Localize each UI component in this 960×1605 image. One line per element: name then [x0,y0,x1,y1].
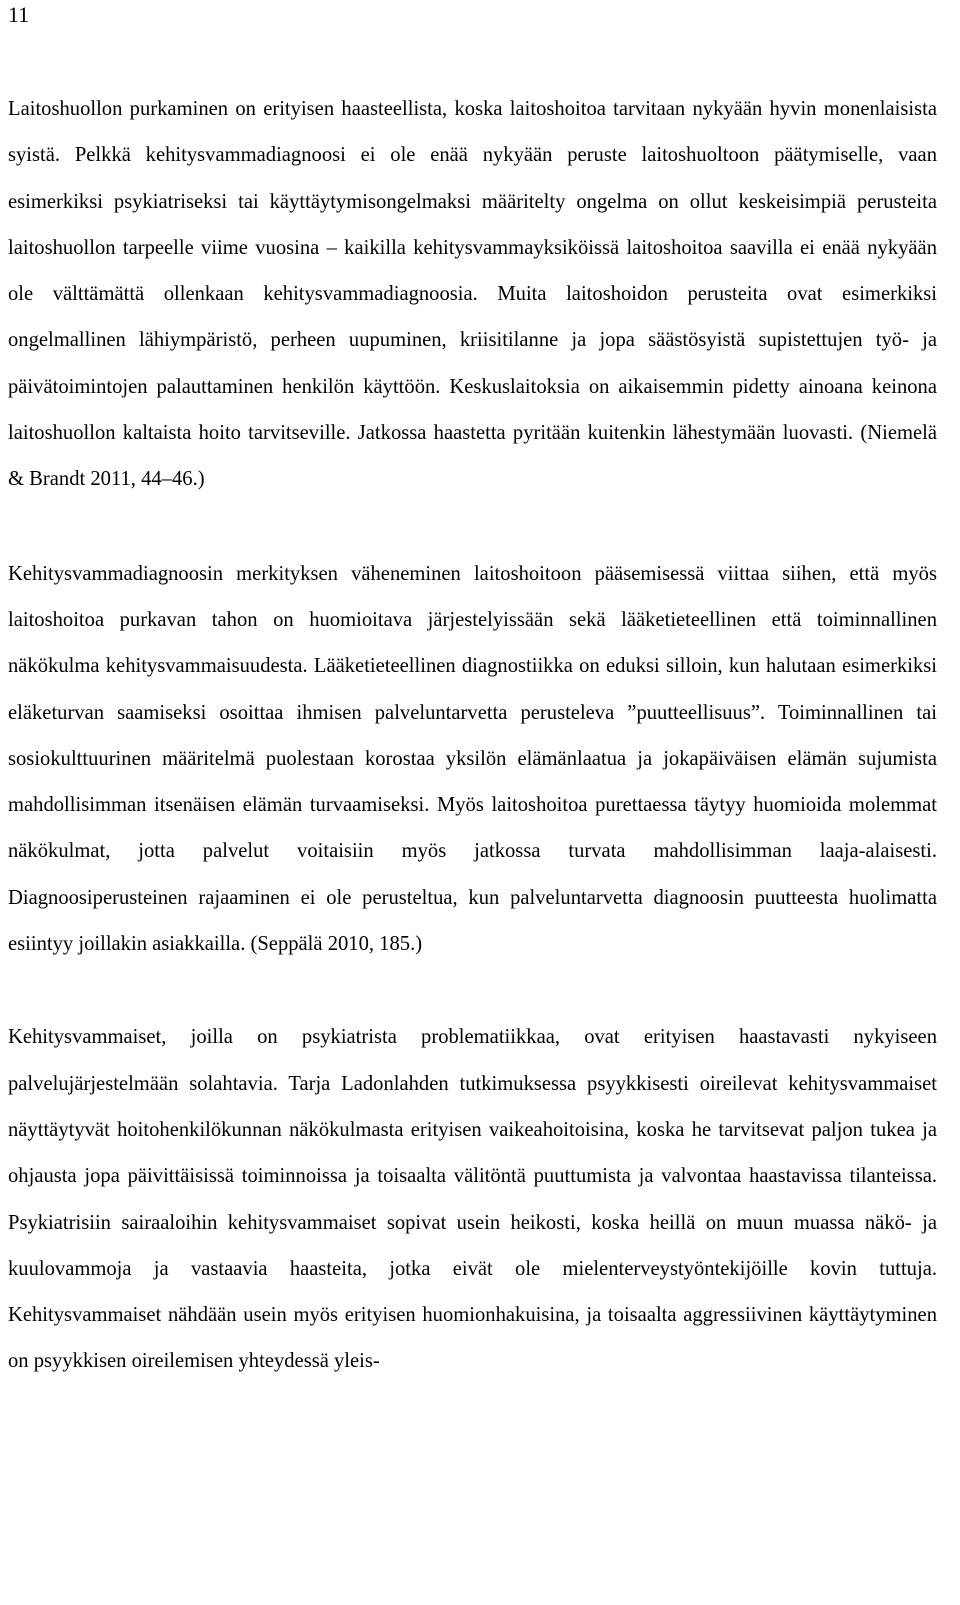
paragraph-laitoshuollon-purkaminen: Laitoshuollon purkaminen on erityisen haasteellista, koska laitoshoitoa tarvitaan nykyään hyvin monenlaisista syistä. Pelkkä kehitysvammadiagnoosi ei ole enää nykyään peruste laitoshuoltoon päätymiselle, vaan esimerkiksi psykiatriseksi tai käyttäytymisongelmaksi määritelty ongelma on ollut keskeisimpiä perusteita laitoshuollon tarpeelle viime vuosina – kaikilla kehitysvammayksiköissä laitoshoitoa saavilla ei enää nykyään ole välttämättä ollenkaan kehitysvammadiagnoosia. Muita laitoshoidon perusteita ovat esimerkiksi ongelmallinen lähiympäristö, perheen uupuminen, kriisitilanne ja jopa säästösyistä supistettujen työ- ja päivätoimintojen palauttaminen henkilön käyttöön. Keskuslaitoksia on aikaisemmin pidetty ainoana keinona laitoshuollon kaltaista hoito tarvitseville. Jatkossa haastetta pyritään kuitenkin lähestymään luovasti. (Niemelä & Brandt 2011, 44–46.) [8,98,937,491]
body-text [8,86,937,1385]
paragraph-kehitysvammadiagnoosin-merkitys: Kehitysvammadiagnoosin merkityksen väheneminen laitoshoitoon pääsemisessä viittaa siihen, että myös laitoshoitoa purkavan tahon on huomioitava järjestelyissään sekä lääketieteellinen että toiminnallinen näkökulma kehitysvammaisuudesta. Lääketieteellinen diagnostiikka on eduksi silloin, kun halutaan esimerkiksi eläketurvan saamiseksi osoittaa ihmisen palveluntarvetta perusteleva ”puutteellisuus”. Toiminnallinen tai sosiokulttuurinen määritelmä puolestaan korostaa yksilön elämänlaatua ja jokapäiväisen elämän sujumista mahdollisimman itsenäisen elämän turvaamiseksi. Myös laitoshoitoa purettaessa täytyy huomioida molemmat näkökulmat, jotta palvelut voitaisiin myös jatkossa turvata mahdollisimman laaja-alaisesti. Diagnoosiperusteinen rajaaminen ei ole perusteltua, kun palveluntarvetta diagnoosin puutteesta huolimatta esiintyy joillakin asiakkailla. (Seppälä 2010, 185.) [8,562,937,956]
paragraph-psykiatrinen-problematiikka: Kehitysvammaiset, joilla on psykiatrista problematiikkaa, ovat erityisen haastavasti nykyiseen palvelujärjestelmään solahtavia. Tarja Ladonlahden tutkimuksessa psyykkisesti oireilevat kehitysvammaiset näyttäytyvät hoitohenkilökunnan näkökulmasta erityisen vaikeahoitoisina, koska he tarvitsevat paljon tukea ja ohjausta jopa päivittäisissä toiminnoissa ja toisaalta välitöntä puuttumista ja valvontaa haastavissa tilanteissa. Psykiatrisiin sairaaloihin kehitysvammaiset sopivat usein heikosti, koska heillä on muun muassa näkö- ja kuulovammoja ja vastaavia haasteita, jotka eivät ole mielenterveystyöntekijöille kovin tuttuja. Kehitysvammaiset nähdään usein myös erityisen huomionhakuisina, ja toisaalta aggressiivinen käyttäytyminen on psyykkisen oireilemisen yhteydessä yleis- [8,1026,937,1373]
page-number: 11 [8,2,30,27]
